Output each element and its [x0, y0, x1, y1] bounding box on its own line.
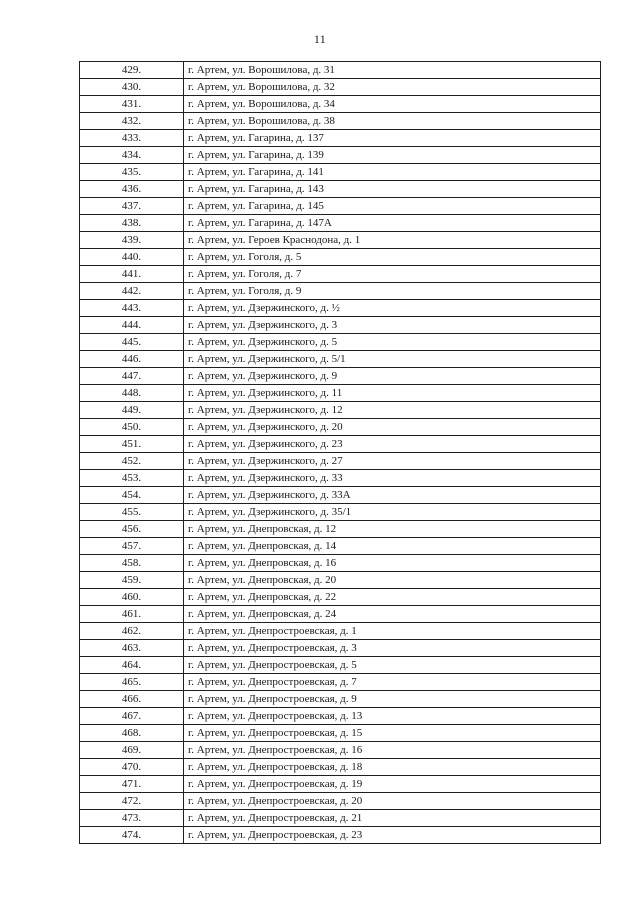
row-address: г. Артем, ул. Гагарина, д. 145 — [184, 198, 601, 215]
row-address: г. Артем, ул. Днепровская, д. 20 — [184, 572, 601, 589]
table-row — [80, 623, 601, 640]
table-row — [80, 385, 601, 402]
table-row — [80, 232, 601, 249]
row-address: г. Артем, ул. Днепростроевская, д. 20 — [184, 793, 601, 810]
row-address: г. Артем, ул. Ворошилова, д. 38 — [184, 113, 601, 130]
row-address: г. Артем, ул. Днепростроевская, д. 21 — [184, 810, 601, 827]
row-address: г. Артем, ул. Днепровская, д. 14 — [184, 538, 601, 555]
row-address: г. Артем, ул. Гагарина, д. 139 — [184, 147, 601, 164]
table-row — [80, 317, 601, 334]
row-address: г. Артем, ул. Гоголя, д. 7 — [184, 266, 601, 283]
table-row — [80, 62, 601, 79]
row-address: г. Артем, ул. Днепровская, д. 12 — [184, 521, 601, 538]
row-number: 468. — [80, 725, 184, 742]
row-address: г. Артем, ул. Дзержинского, д. 23 — [184, 436, 601, 453]
row-number: 457. — [80, 538, 184, 555]
row-address: г. Артем, ул. Дзержинского, д. 9 — [184, 368, 601, 385]
row-address: г. Артем, ул. Ворошилова, д. 32 — [184, 79, 601, 96]
row-number: 472. — [80, 793, 184, 810]
row-number: 473. — [80, 810, 184, 827]
table-row — [80, 249, 601, 266]
table-row — [80, 776, 601, 793]
row-address: г. Артем, ул. Героев Краснодона, д. 1 — [184, 232, 601, 249]
row-address: г. Артем, ул. Дзержинского, д. 27 — [184, 453, 601, 470]
row-number: 439. — [80, 232, 184, 249]
row-number: 466. — [80, 691, 184, 708]
table-row — [80, 691, 601, 708]
row-number: 445. — [80, 334, 184, 351]
row-number: 451. — [80, 436, 184, 453]
row-number: 455. — [80, 504, 184, 521]
row-number: 442. — [80, 283, 184, 300]
row-number: 430. — [80, 79, 184, 96]
table-row — [80, 351, 601, 368]
table-row — [80, 402, 601, 419]
row-number: 441. — [80, 266, 184, 283]
row-address: г. Артем, ул. Дзержинского, д. 11 — [184, 385, 601, 402]
table-row — [80, 759, 601, 776]
row-number: 464. — [80, 657, 184, 674]
table-row — [80, 300, 601, 317]
row-address: г. Артем, ул. Дзержинского, д. 20 — [184, 419, 601, 436]
row-number: 437. — [80, 198, 184, 215]
row-address: г. Артем, ул. Днепровская, д. 22 — [184, 589, 601, 606]
table-row — [80, 96, 601, 113]
row-address: г. Артем, ул. Дзержинского, д. 3 — [184, 317, 601, 334]
row-address: г. Артем, ул. Дзержинского, д. ½ — [184, 300, 601, 317]
row-number: 450. — [80, 419, 184, 436]
row-number: 438. — [80, 215, 184, 232]
row-number: 467. — [80, 708, 184, 725]
row-number: 434. — [80, 147, 184, 164]
table-row — [80, 436, 601, 453]
row-address: г. Артем, ул. Днепростроевская, д. 16 — [184, 742, 601, 759]
table-row — [80, 215, 601, 232]
page-number: 11 — [313, 32, 327, 46]
row-address: г. Артем, ул. Гоголя, д. 5 — [184, 249, 601, 266]
row-number: 469. — [80, 742, 184, 759]
table-row — [80, 198, 601, 215]
row-number: 444. — [80, 317, 184, 334]
table-row — [80, 266, 601, 283]
row-address: г. Артем, ул. Дзержинского, д. 33 — [184, 470, 601, 487]
address-table-body — [80, 62, 601, 844]
row-address: г. Артем, ул. Днепростроевская, д. 18 — [184, 759, 601, 776]
table-row — [80, 487, 601, 504]
row-number: 453. — [80, 470, 184, 487]
row-address: г. Артем, ул. Ворошилова, д. 34 — [184, 96, 601, 113]
table-row — [80, 708, 601, 725]
row-number: 446. — [80, 351, 184, 368]
row-address: г. Артем, ул. Днепростроевская, д. 9 — [184, 691, 601, 708]
row-number: 470. — [80, 759, 184, 776]
row-address: г. Артем, ул. Днепростроевская, д. 23 — [184, 827, 601, 844]
table-row — [80, 640, 601, 657]
row-address: г. Артем, ул. Днепростроевская, д. 7 — [184, 674, 601, 691]
table-row — [80, 555, 601, 572]
row-number: 458. — [80, 555, 184, 572]
row-number: 449. — [80, 402, 184, 419]
table-row — [80, 453, 601, 470]
row-address: г. Артем, ул. Днепростроевская, д. 19 — [184, 776, 601, 793]
table-row — [80, 742, 601, 759]
row-address: г. Артем, ул. Ворошилова, д. 31 — [184, 62, 601, 79]
row-number: 471. — [80, 776, 184, 793]
table-row — [80, 334, 601, 351]
table-row — [80, 130, 601, 147]
row-address: г. Артем, ул. Днепростроевская, д. 15 — [184, 725, 601, 742]
row-number: 454. — [80, 487, 184, 504]
table-row — [80, 674, 601, 691]
row-number: 431. — [80, 96, 184, 113]
table-row — [80, 164, 601, 181]
row-number: 461. — [80, 606, 184, 623]
row-number: 462. — [80, 623, 184, 640]
table-row — [80, 419, 601, 436]
row-address: г. Артем, ул. Днепростроевская, д. 5 — [184, 657, 601, 674]
row-number: 456. — [80, 521, 184, 538]
table-row — [80, 79, 601, 96]
row-address: г. Артем, ул. Гагарина, д. 141 — [184, 164, 601, 181]
table-row — [80, 470, 601, 487]
table-row — [80, 181, 601, 198]
row-address: г. Артем, ул. Дзержинского, д. 12 — [184, 402, 601, 419]
row-address: г. Артем, ул. Гагарина, д. 143 — [184, 181, 601, 198]
row-number: 474. — [80, 827, 184, 844]
row-address: г. Артем, ул. Днепростроевская, д. 1 — [184, 623, 601, 640]
row-number: 433. — [80, 130, 184, 147]
table-row — [80, 147, 601, 164]
table-row — [80, 725, 601, 742]
row-address: г. Артем, ул. Дзержинского, д. 5 — [184, 334, 601, 351]
row-address: г. Артем, ул. Гагарина, д. 137 — [184, 130, 601, 147]
table-row — [80, 793, 601, 810]
table-row — [80, 827, 601, 844]
row-address: г. Артем, ул. Днепровская, д. 24 — [184, 606, 601, 623]
table-row — [80, 283, 601, 300]
row-number: 440. — [80, 249, 184, 266]
row-number: 460. — [80, 589, 184, 606]
row-number: 447. — [80, 368, 184, 385]
row-address: г. Артем, ул. Дзержинского, д. 5/1 — [184, 351, 601, 368]
row-address: г. Артем, ул. Гоголя, д. 9 — [184, 283, 601, 300]
address-table — [79, 61, 601, 844]
row-number: 463. — [80, 640, 184, 657]
table-row — [80, 368, 601, 385]
table-row — [80, 657, 601, 674]
row-number: 429. — [80, 62, 184, 79]
row-number: 436. — [80, 181, 184, 198]
row-address: г. Артем, ул. Днепростроевская, д. 3 — [184, 640, 601, 657]
table-row — [80, 589, 601, 606]
table-row — [80, 606, 601, 623]
row-address: г. Артем, ул. Гагарина, д. 147А — [184, 215, 601, 232]
row-address: г. Артем, ул. Днепровская, д. 16 — [184, 555, 601, 572]
row-address: г. Артем, ул. Дзержинского, д. 33А — [184, 487, 601, 504]
row-address: г. Артем, ул. Днепростроевская, д. 13 — [184, 708, 601, 725]
table-row — [80, 810, 601, 827]
table-row — [80, 572, 601, 589]
row-number: 459. — [80, 572, 184, 589]
row-number: 435. — [80, 164, 184, 181]
row-number: 448. — [80, 385, 184, 402]
table-row — [80, 113, 601, 130]
table-row — [80, 521, 601, 538]
row-address: г. Артем, ул. Дзержинского, д. 35/1 — [184, 504, 601, 521]
row-number: 452. — [80, 453, 184, 470]
table-row — [80, 538, 601, 555]
row-number: 465. — [80, 674, 184, 691]
table-row — [80, 504, 601, 521]
row-number: 443. — [80, 300, 184, 317]
row-number: 432. — [80, 113, 184, 130]
